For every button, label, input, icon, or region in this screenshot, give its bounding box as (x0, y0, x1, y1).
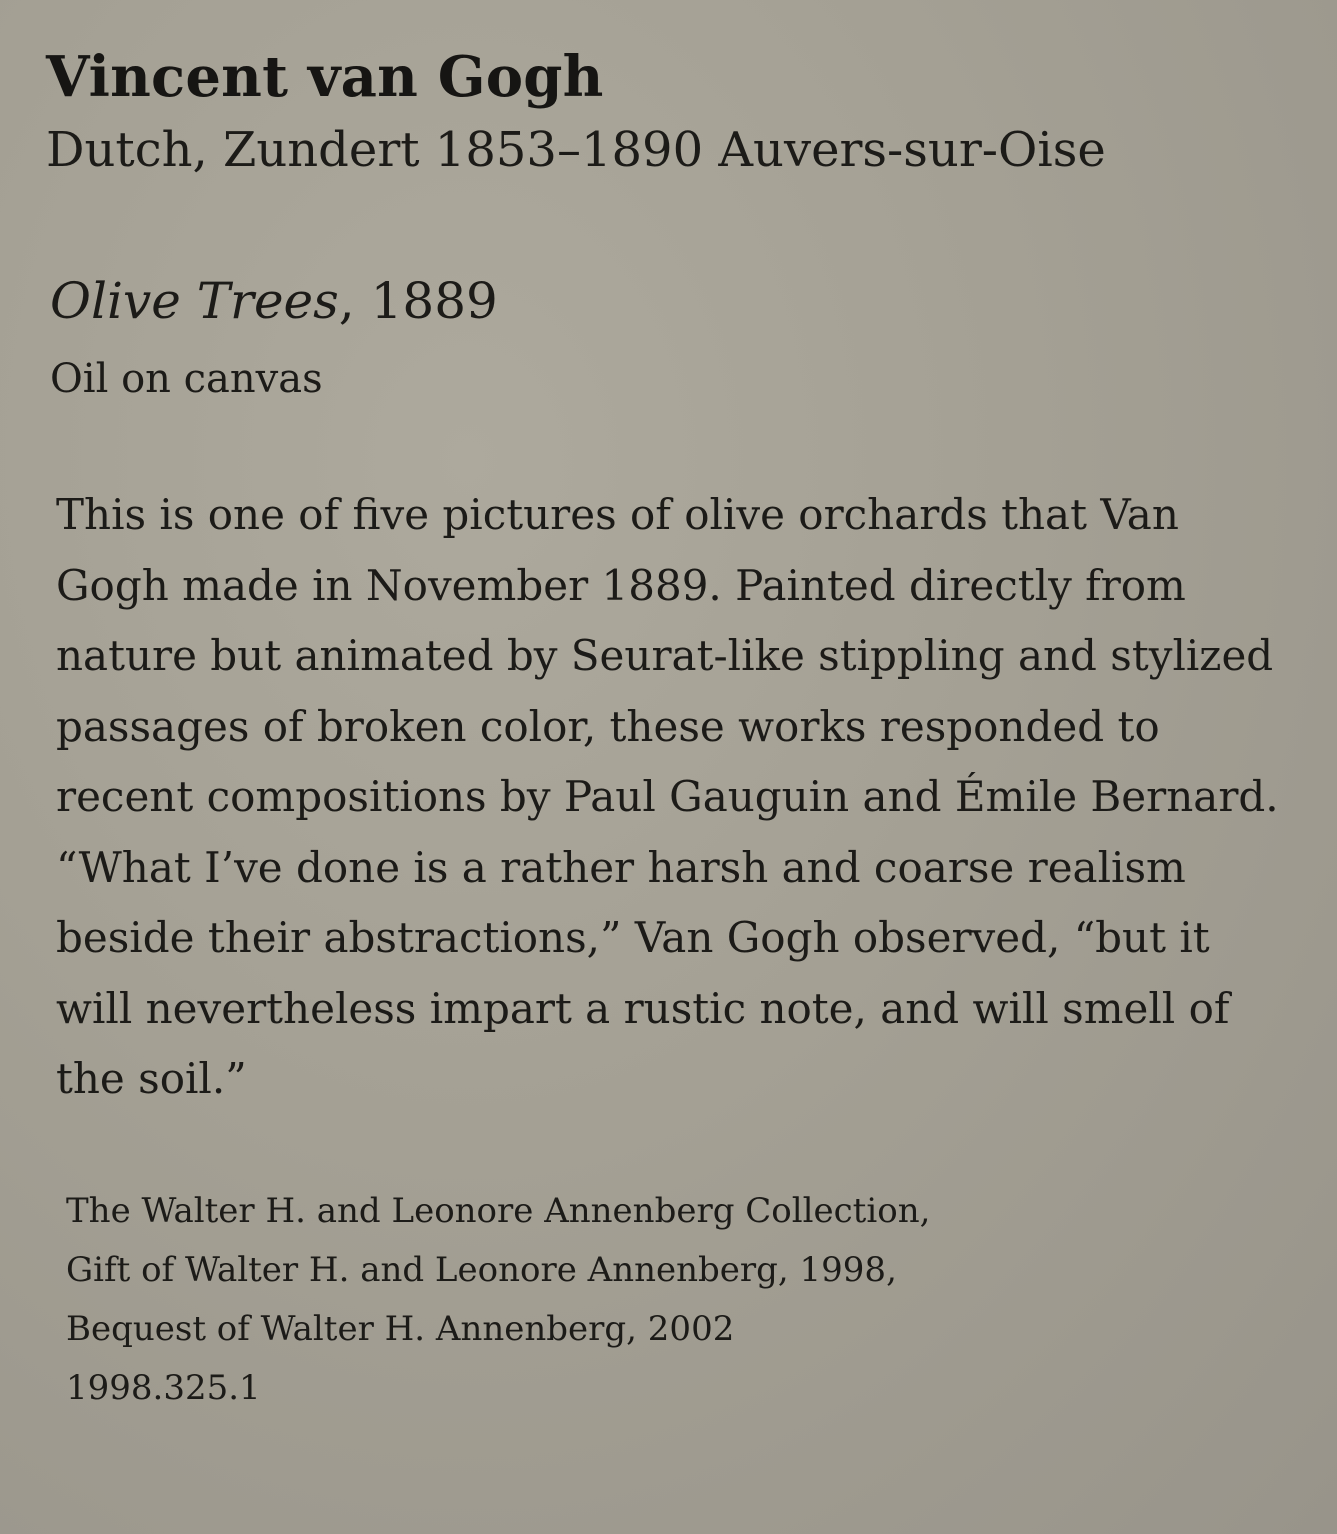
artist-nationality-dates: Dutch, Zundert 1853–1890 Auvers-sur-Oise (46, 122, 1106, 178)
credit-line-text: Gift of Walter H. and Leonore Annenberg, 1998, (66, 1250, 897, 1290)
credit-line (66, 1182, 930, 1418)
description-line: beside their abstractions,” Van Gogh observed, “but it (56, 913, 1210, 962)
description-line: nature but animated by Seurat-like stippling and stylized (56, 631, 1274, 680)
artwork-title-line (50, 272, 498, 330)
description-line: This is one of five pictures of olive orchards that Van (56, 490, 1179, 539)
credit-line-text: Bequest of Walter H. Annenberg, 2002 (66, 1309, 735, 1349)
description-line: will nevertheless impart a rustic note, and will smell of (56, 983, 1230, 1033)
description-line: Gogh made in November 1889. Painted directly from (56, 560, 1186, 610)
description-line: “What I’ve done is a rather harsh and coarse realism (56, 842, 1186, 892)
description-line: passages of broken color, these works responded to (56, 701, 1160, 751)
accession-number: 1998.325.1 (66, 1368, 261, 1408)
description-line: the soil.” (56, 1054, 247, 1103)
artist-name: Vincent van Gogh (46, 44, 604, 110)
description-line: recent compositions by Paul Gauguin and Émile Bernard. (56, 772, 1279, 821)
credit-line-text: The Walter H. and Leonore Annenberg Collection, (66, 1191, 931, 1231)
description-paragraph (56, 480, 1316, 1115)
artwork-date: , 1889 (338, 272, 498, 330)
artwork-medium: Oil on canvas (50, 356, 323, 402)
artwork-title: Olive Trees (50, 272, 339, 330)
